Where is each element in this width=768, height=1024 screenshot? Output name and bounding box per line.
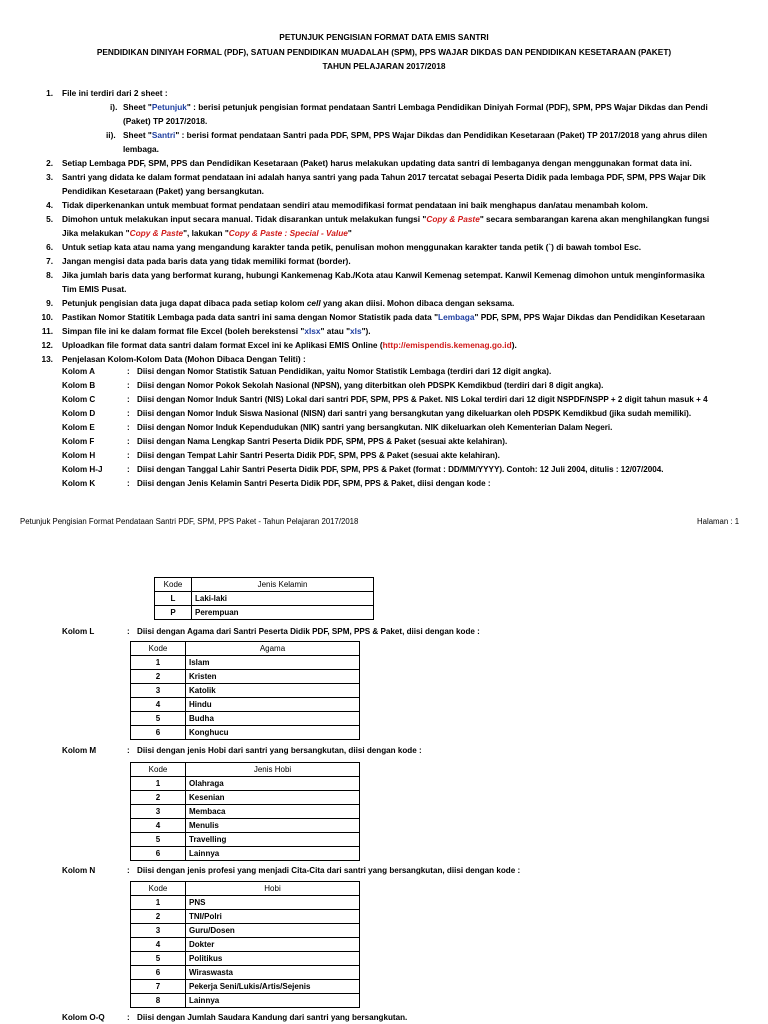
aspiration-table (130, 881, 360, 1008)
footer-page: Halaman : 1 (697, 517, 740, 526)
kolom-label: Kolom H-J (62, 465, 103, 474)
code-cell: 4 (131, 938, 186, 952)
table-row (131, 924, 360, 938)
doc-title: PETUNJUK PENGISIAN FORMAT DATA EMIS SANTRI (279, 32, 489, 42)
label-cell: PNS (186, 896, 360, 910)
code-cell: 4 (131, 698, 186, 712)
emis-link[interactable]: http://emispendis.kemenag.go.id (382, 340, 512, 350)
table-row (131, 656, 360, 670)
kolom-desc: Diisi dengan Nama Lengkap Santri Peserta Didik PDF, SPM, PPS & Paket (sesuai akte kelahiran). (137, 437, 508, 446)
label-cell: Menulis (186, 819, 360, 833)
table-row (131, 791, 360, 805)
kolom-colon: : (127, 395, 130, 404)
label-cell: Konghucu (186, 726, 360, 740)
doc-year: TAHUN PELAJARAN 2017/2018 (322, 61, 446, 71)
kolom-label: Kolom M (62, 746, 97, 755)
gender-table (154, 577, 374, 620)
kolom-label: Kolom A (62, 367, 95, 376)
label-cell: Lainnya (186, 847, 360, 861)
code-cell: 3 (131, 805, 186, 819)
code-cell: 3 (131, 924, 186, 938)
table-row (155, 592, 374, 606)
table-header: Kode (131, 882, 186, 896)
kolom-desc: Diisi dengan jenis profesi yang menjadi Cita-Cita dari santri yang bersangkutan, diisi dengan kode : (137, 866, 521, 875)
table-row (131, 670, 360, 684)
kolom-colon: : (127, 367, 130, 376)
code-cell: 2 (131, 791, 186, 805)
label-cell: Laki-laki (192, 592, 374, 606)
kolom-label: Kolom C (62, 395, 96, 404)
table-header: Agama (186, 642, 360, 656)
kolom-colon: : (127, 423, 130, 432)
code-cell: 5 (131, 952, 186, 966)
footer-left: Petunjuk Pengisian Format Pendataan Santri PDF, SPM, PPS Paket - Tahun Pelajaran 2017/2018 (20, 517, 359, 526)
table-row (131, 994, 360, 1008)
kolom-desc: Diisi dengan jenis Hobi dari santri yang bersangkutan, diisi dengan kode : (137, 746, 422, 755)
code-cell: 8 (131, 994, 186, 1008)
kolom-desc: Diisi dengan Jumlah Saudara Kandung dari santri yang bersangkutan. (137, 1013, 408, 1022)
code-cell: 5 (131, 712, 186, 726)
label-cell: Pekerja Seni/Lukis/Artis/Sejenis (186, 980, 360, 994)
list-item: Tim EMIS Pusat. (62, 284, 127, 294)
kolom-desc: Diisi dengan Nomor Induk Kependudukan (NIK) santri yang bersangkutan. NIK dikeluarkan oleh Kementerian Dalam Negeri. (137, 423, 613, 432)
table-row (131, 712, 360, 726)
code-cell: L (155, 592, 192, 606)
religion-table (130, 641, 360, 740)
list-item: (Paket) TP 2017/2018. (123, 116, 208, 126)
table-row (131, 952, 360, 966)
code-cell: 3 (131, 684, 186, 698)
kolom-colon: : (127, 381, 130, 390)
kolom-label: Kolom K (62, 479, 96, 488)
table-row (131, 910, 360, 924)
kolom-desc: Diisi dengan Nomor Pokok Sekolah Nasional (NPSN), yang diterbitkan oleh PDSPK Kemdikbud (terdiri dari 8 digit angka). (137, 381, 604, 390)
kolom-label: Kolom F (62, 437, 95, 446)
table-row (131, 726, 360, 740)
kolom-desc: Diisi dengan Agama dari Santri Peserta Didik PDF, SPM, PPS & Paket, diisi dengan kode : (137, 627, 480, 636)
table-row (131, 847, 360, 861)
label-cell: Kristen (186, 670, 360, 684)
kolom-desc: Diisi dengan Nomor Statistik Satuan Pendidikan, yaitu Nomor Statistik Lembaga (terdiri dari 12 digit angka). (137, 367, 552, 376)
table-row (155, 606, 374, 620)
kolom-colon: : (127, 627, 130, 636)
code-cell: 5 (131, 833, 186, 847)
table-row (131, 938, 360, 952)
code-cell: 1 (131, 777, 186, 791)
kolom-colon: : (127, 437, 130, 446)
table-row (131, 980, 360, 994)
list-item: Pendidikan Kesetaraan (Paket) yang bersangkutan. (62, 186, 264, 196)
kolom-label: Kolom H (62, 451, 96, 460)
label-cell: Politikus (186, 952, 360, 966)
kolom-colon: : (127, 409, 130, 418)
list-item: lembaga. (123, 144, 159, 154)
code-cell: 1 (131, 656, 186, 670)
label-cell: TNI/Polri (186, 910, 360, 924)
label-cell: Dokter (186, 938, 360, 952)
hobby-table (130, 762, 360, 861)
table-header: Kode (131, 642, 186, 656)
label-cell: Lainnya (186, 994, 360, 1008)
kolom-label: Kolom N (62, 866, 96, 875)
table-row (131, 777, 360, 791)
code-cell: 2 (131, 910, 186, 924)
code-cell: 4 (131, 819, 186, 833)
label-cell: Guru/Dosen (186, 924, 360, 938)
table-header: Jenis Kelamin (192, 578, 374, 592)
list-item: Jika melakukan "Copy & Paste", lakukan "Copy & Paste : Special - Value" (62, 228, 352, 238)
kolom-colon: : (127, 479, 130, 488)
doc-subtitle: PENDIDIKAN DINIYAH FORMAL (PDF), SATUAN PENDIDIKAN MUADALAH (SPM), PPS WAJAR DIKDAS DAN PENDIDIKAN KESETARAAN (PAKET) (96, 47, 672, 57)
kolom-colon: : (127, 465, 130, 474)
table-row (131, 698, 360, 712)
label-cell: Wiraswasta (186, 966, 360, 980)
table-header: Hobi (186, 882, 360, 896)
code-cell: 7 (131, 980, 186, 994)
label-cell: Kesenian (186, 791, 360, 805)
kolom-desc: Diisi dengan Jenis Kelamin Santri Peserta Didik PDF, SPM, PPS & Paket, diisi dengan kode : (137, 479, 491, 488)
kolom-desc: Diisi dengan Tanggal Lahir Santri Peserta Didik PDF, SPM, PPS & Paket (format : DD/MM/YYYY). Contoh: 12 Juli 2004, ditulis : 12/07/2004. (137, 465, 664, 474)
kolom-label: Kolom O-Q (62, 1013, 105, 1022)
table-row (131, 896, 360, 910)
table-row (131, 966, 360, 980)
label-cell: Membaca (186, 805, 360, 819)
table-row (131, 833, 360, 847)
table-row (131, 805, 360, 819)
table-row (131, 819, 360, 833)
label-cell: Islam (186, 656, 360, 670)
label-cell: Budha (186, 712, 360, 726)
kolom-desc: Diisi dengan Tempat Lahir Santri Peserta Didik PDF, SPM, PPS & Paket (sesuai akte kelahiran). (137, 451, 500, 460)
label-cell: Travelling (186, 833, 360, 847)
label-cell: Perempuan (192, 606, 374, 620)
kolom-label: Kolom B (62, 381, 96, 390)
kolom-colon: : (127, 1013, 130, 1022)
kolom-desc: Diisi dengan Nomor Induk Siswa Nasional (NISN) dari santri yang bersangkutan yang dikeluarkan oleh PDSPK Kemdikbud (jika sudah memiliki). (137, 409, 692, 418)
code-cell: 1 (131, 896, 186, 910)
kolom-label: Kolom E (62, 423, 95, 432)
kolom-label: Kolom D (62, 409, 96, 418)
label-cell: Katolik (186, 684, 360, 698)
code-cell: 6 (131, 966, 186, 980)
label-cell: Olahraga (186, 777, 360, 791)
table-header: Jenis Hobi (186, 763, 360, 777)
code-cell: 2 (131, 670, 186, 684)
kolom-label: Kolom L (62, 627, 95, 636)
label-cell: Hindu (186, 698, 360, 712)
table-header: Kode (155, 578, 192, 592)
code-cell: P (155, 606, 192, 620)
code-cell: 6 (131, 847, 186, 861)
kolom-colon: : (127, 746, 130, 755)
kolom-desc: Diisi dengan Nomor Induk Santri (NIS) Lokal dari santri PDF, SPM, PPS & Paket. NIS Lokal terdiri dari 12 digit NSPDF/NSPP + 2 digit tahun masuk + 4 (137, 395, 708, 404)
table-header: Kode (131, 763, 186, 777)
kolom-colon: : (127, 866, 130, 875)
kolom-colon: : (127, 451, 130, 460)
table-row (131, 684, 360, 698)
code-cell: 6 (131, 726, 186, 740)
